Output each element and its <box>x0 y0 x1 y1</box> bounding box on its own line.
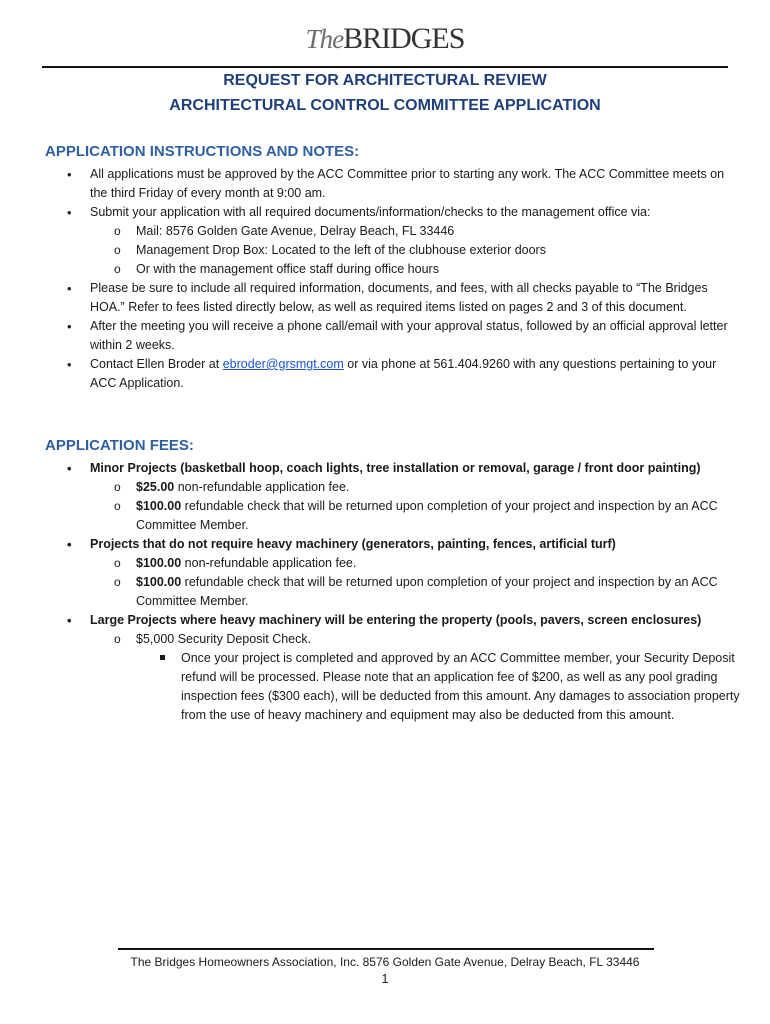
fee-no-machinery-application <box>0 554 770 573</box>
fee-minor-projects: • Minor Projects (basketball hoop, coach lights, tree installation or removal, garage / front door painting) <box>0 459 770 478</box>
instruction-approval: • All applications must be approved by the ACC Committee prior to starting any work. The ACC Committee meets on the third Friday of every month at 9:00 am. <box>0 165 770 203</box>
fees-list <box>0 459 770 725</box>
header-rule <box>42 66 728 68</box>
fee-amount: $100.00 <box>136 575 182 589</box>
instruction-include-fees: • Please be sure to include all required information, documents, and fees, with all checks payable to “The Bridges HOA.” Refer to fees listed directly below, as well as required items listed on pages 2 and 3 of this document. <box>0 279 770 317</box>
contact-text-post: or via phone at 561.404.9260 with any questions pertaining to your ACC Application. <box>90 357 717 390</box>
fee-description: refundable check that will be returned upon completion of your project and inspection by an ACC Committee Member. <box>136 499 718 532</box>
fee-description: non-refundable application fee. <box>181 556 357 570</box>
instruction-contact <box>0 355 770 393</box>
contact-email-link[interactable]: ebroder@grsmgt.com <box>222 357 344 371</box>
footer-address: The Bridges Homeowners Association, Inc. 8576 Golden Gate Avenue, Delray Beach, FL 33446 <box>130 955 640 969</box>
fee-amount: $25.00 <box>136 480 175 494</box>
fee-minor-application <box>0 478 770 497</box>
fee-no-machinery-projects: • Projects that do not require heavy machinery (generators, painting, fences, artificial turf) <box>0 535 770 554</box>
submit-option-mail: o Mail: 8576 Golden Gate Avenue, Delray Beach, FL 33446 <box>0 222 770 241</box>
fee-minor-refundable <box>0 497 770 535</box>
fee-amount: $100.00 <box>136 556 182 570</box>
fees-heading: APPLICATION FEES: <box>45 437 194 454</box>
submit-option-dropbox: o Management Drop Box: Located to the left of the clubhouse exterior doors <box>0 241 770 260</box>
instructions-heading: APPLICATION INSTRUCTIONS AND NOTES: <box>45 143 360 160</box>
instruction-submit: • Submit your application with all required documents/information/checks to the management office via: <box>0 203 770 222</box>
document-title: REQUEST FOR ARCHITECTURAL REVIEW <box>223 72 547 89</box>
fee-security-deposit: o $5,000 Security Deposit Check. <box>0 630 770 649</box>
fee-amount: $100.00 <box>136 499 182 513</box>
bridges-logo <box>0 22 770 62</box>
security-deposit-detail: Once your project is completed and approved by an ACC Committee member, your Security Deposit refund will be processed. Please note that an application fee of $200, as well as any pool grading inspection fees ($300 each), will be deducted from this amount. Any damages to association property from the use of heavy machinery and equipment may also be deducted from this amount. <box>0 649 770 725</box>
page-number: 1 <box>381 972 389 986</box>
footer-rule <box>118 948 654 950</box>
instructions-list <box>0 165 770 393</box>
fee-no-machinery-refundable <box>0 573 770 611</box>
document-subtitle: ARCHITECTURAL CONTROL COMMITTEE APPLICATION <box>169 97 601 114</box>
fee-large-projects: • Large Projects where heavy machinery will be entering the property (pools, pavers, screen enclosures) <box>0 611 770 630</box>
instruction-after-meeting: • After the meeting you will receive a phone call/email with your approval status, followed by an official approval letter within 2 weeks. <box>0 317 770 355</box>
fee-description: refundable check that will be returned upon completion of your project and inspection by an ACC Committee Member. <box>136 575 718 608</box>
fee-description: non-refundable application fee. <box>174 480 350 494</box>
logo-bridges-text: BRIDGES <box>343 22 465 55</box>
submit-option-staff: o Or with the management office staff during office hours <box>0 260 770 279</box>
logo-the-text: The <box>305 24 344 54</box>
contact-text-pre: Contact Ellen Broder at <box>90 357 223 371</box>
